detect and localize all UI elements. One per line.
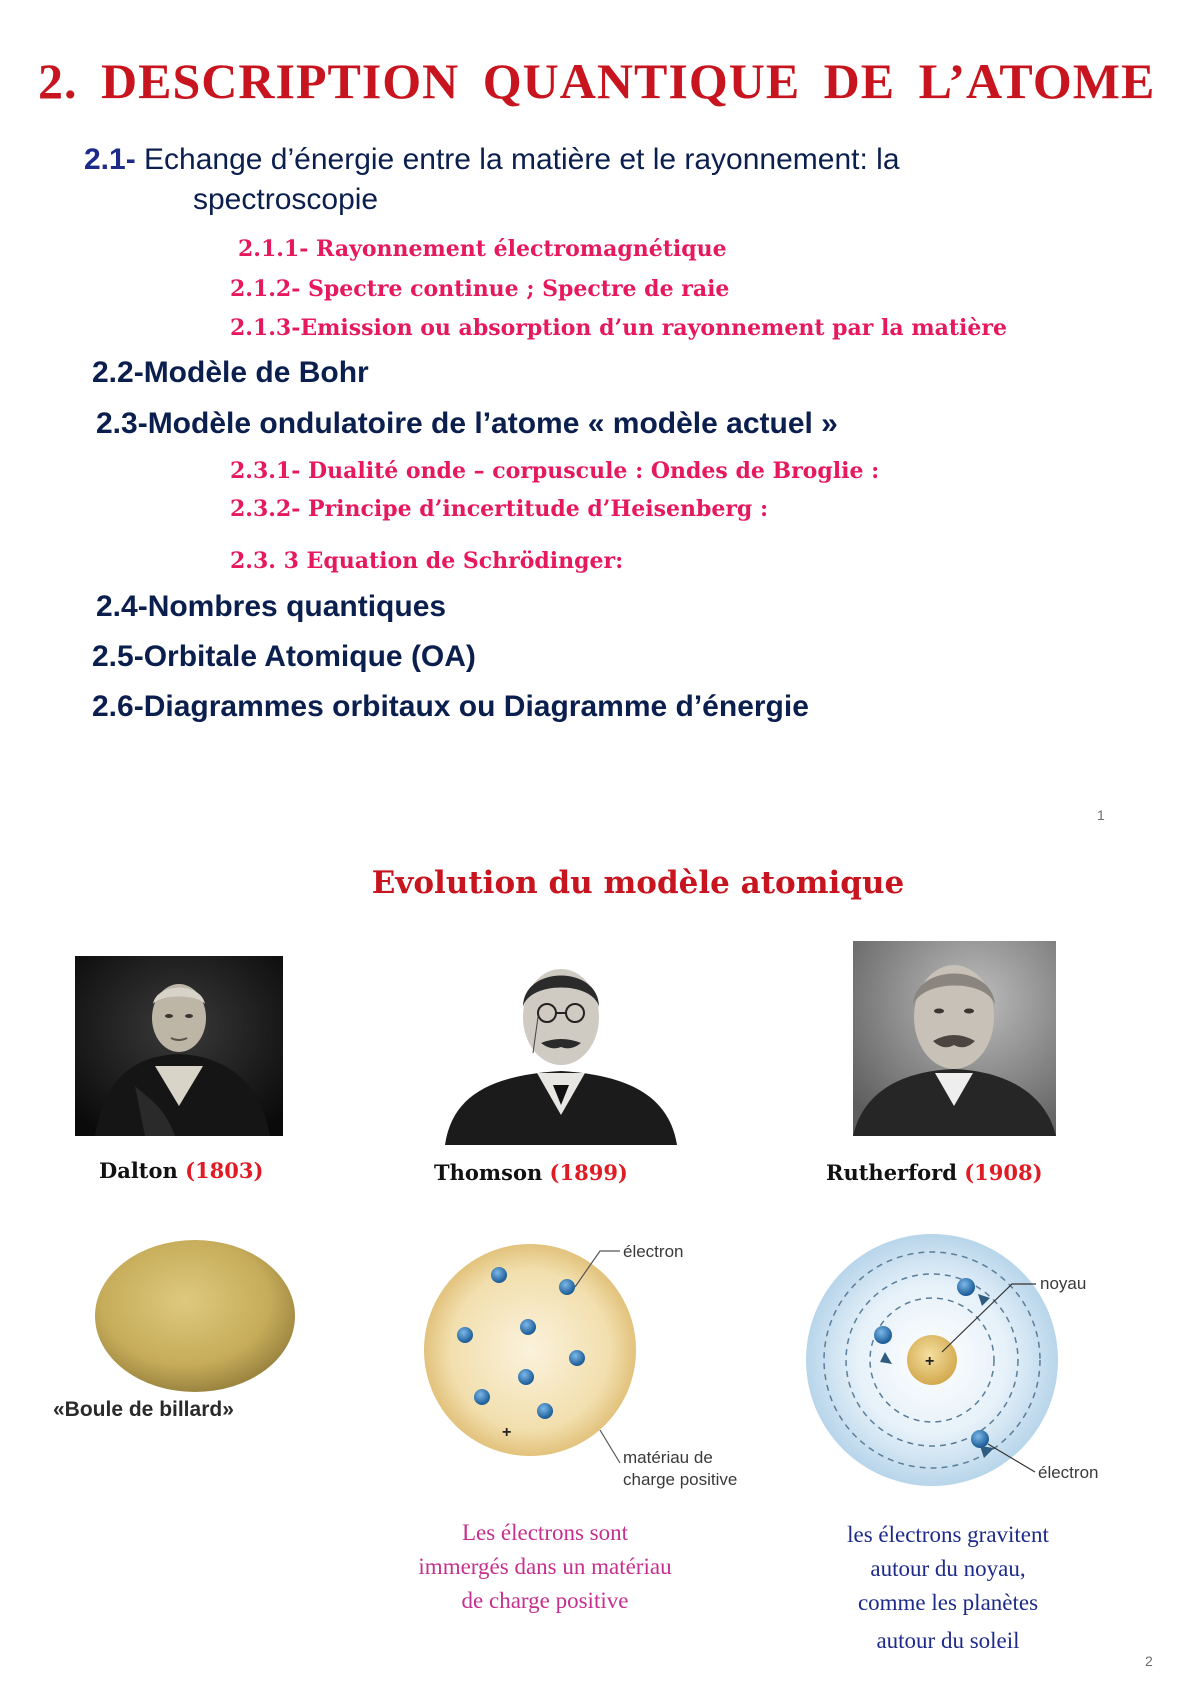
scientist-name: Thomson: [434, 1160, 543, 1185]
caption-line: de charge positive: [461, 1588, 629, 1613]
section-2-1-3: 2.1.3-Emission ou absorption d’un rayonnement par la matière: [230, 315, 1007, 341]
evolution-title: Evolution du modèle atomique: [371, 865, 905, 901]
scientist-dalton: [99, 1158, 263, 1183]
billiard-ball-label: «Boule de billard»: [53, 1398, 234, 1421]
section-2-1-number: 2.1-: [84, 143, 136, 176]
page-title: 2. DESCRIPTION QUANTIQUE DE L’ATOME: [38, 53, 1156, 109]
section-2-1-2: 2.1.2- Spectre continue ; Spectre de raie: [230, 276, 730, 302]
caption-line: comme les planètes: [857, 1590, 1039, 1615]
caption-line: autour du noyau,: [870, 1556, 1026, 1581]
section-2-4: 2.4-Nombres quantiques: [96, 590, 447, 623]
section-2-3-heading: 2.3-Modèle ondulatoire de l’atome « modèle actuel »: [96, 407, 838, 440]
scientist-thomson: [434, 1160, 628, 1185]
scientist-year: (1899): [549, 1160, 628, 1185]
rutherford-portrait: [853, 941, 1056, 1136]
positive-sign: +: [502, 1424, 512, 1441]
scientist-year: (1803): [185, 1158, 264, 1183]
section-2-3-1: 2.3.1- Dualité onde – corpuscule : Ondes de Broglie :: [230, 458, 880, 484]
thomson-caption: [355, 1516, 735, 1618]
section-2-1-text: Echange d’énergie entre la matière et le rayonnement: la: [135, 143, 900, 176]
section-2-3-2: 2.3.2- Principe d’incertitude d’Heisenberg :: [230, 496, 769, 522]
nucleus-plus-sign: +: [925, 1353, 935, 1370]
thomson-portrait: [437, 945, 685, 1145]
thomson-material-label-2: charge positive: [623, 1470, 738, 1489]
thomson-electron-label: électron: [623, 1242, 684, 1261]
nucleus-label: noyau: [1040, 1274, 1087, 1293]
section-2-1-1: 2.1.1- Rayonnement électromagnétique: [238, 236, 727, 262]
dalton-billiard-ball: [90, 1238, 300, 1398]
section-2-3-3: 2.3. 3 Equation de Schrödinger:: [230, 548, 624, 574]
scientist-name: Dalton: [99, 1158, 178, 1183]
section-2-5: 2.5-Orbitale Atomique (OA): [92, 640, 476, 673]
thomson-material-label-1: matériau de: [623, 1448, 713, 1467]
caption-line: les électrons gravitent: [847, 1522, 1049, 1547]
section-2-1-heading: [84, 143, 900, 177]
rutherford-caption: [758, 1518, 1138, 1658]
rutherford-electron-label: électron: [1038, 1463, 1099, 1482]
thomson-model-diagram: [420, 1215, 770, 1505]
page-number-2: 2: [1145, 1653, 1153, 1669]
section-2-6: 2.6-Diagrammes orbitaux ou Diagramme d’énergie: [92, 690, 809, 723]
page-number-1: 1: [1097, 807, 1105, 823]
caption-line: autour du soleil: [876, 1628, 1020, 1653]
scientist-rutherford: [826, 1160, 1043, 1185]
caption-line: immergés dans un matériau: [418, 1554, 672, 1579]
scientist-year: (1908): [964, 1160, 1043, 1185]
scientist-name: Rutherford: [826, 1160, 957, 1185]
section-2-1-text-continued: spectroscopie: [193, 183, 379, 216]
dalton-portrait: [75, 956, 283, 1136]
rutherford-model-diagram: [800, 1232, 1170, 1502]
caption-line: Les électrons sont: [461, 1520, 629, 1545]
section-2-2: 2.2-Modèle de Bohr: [92, 356, 369, 389]
